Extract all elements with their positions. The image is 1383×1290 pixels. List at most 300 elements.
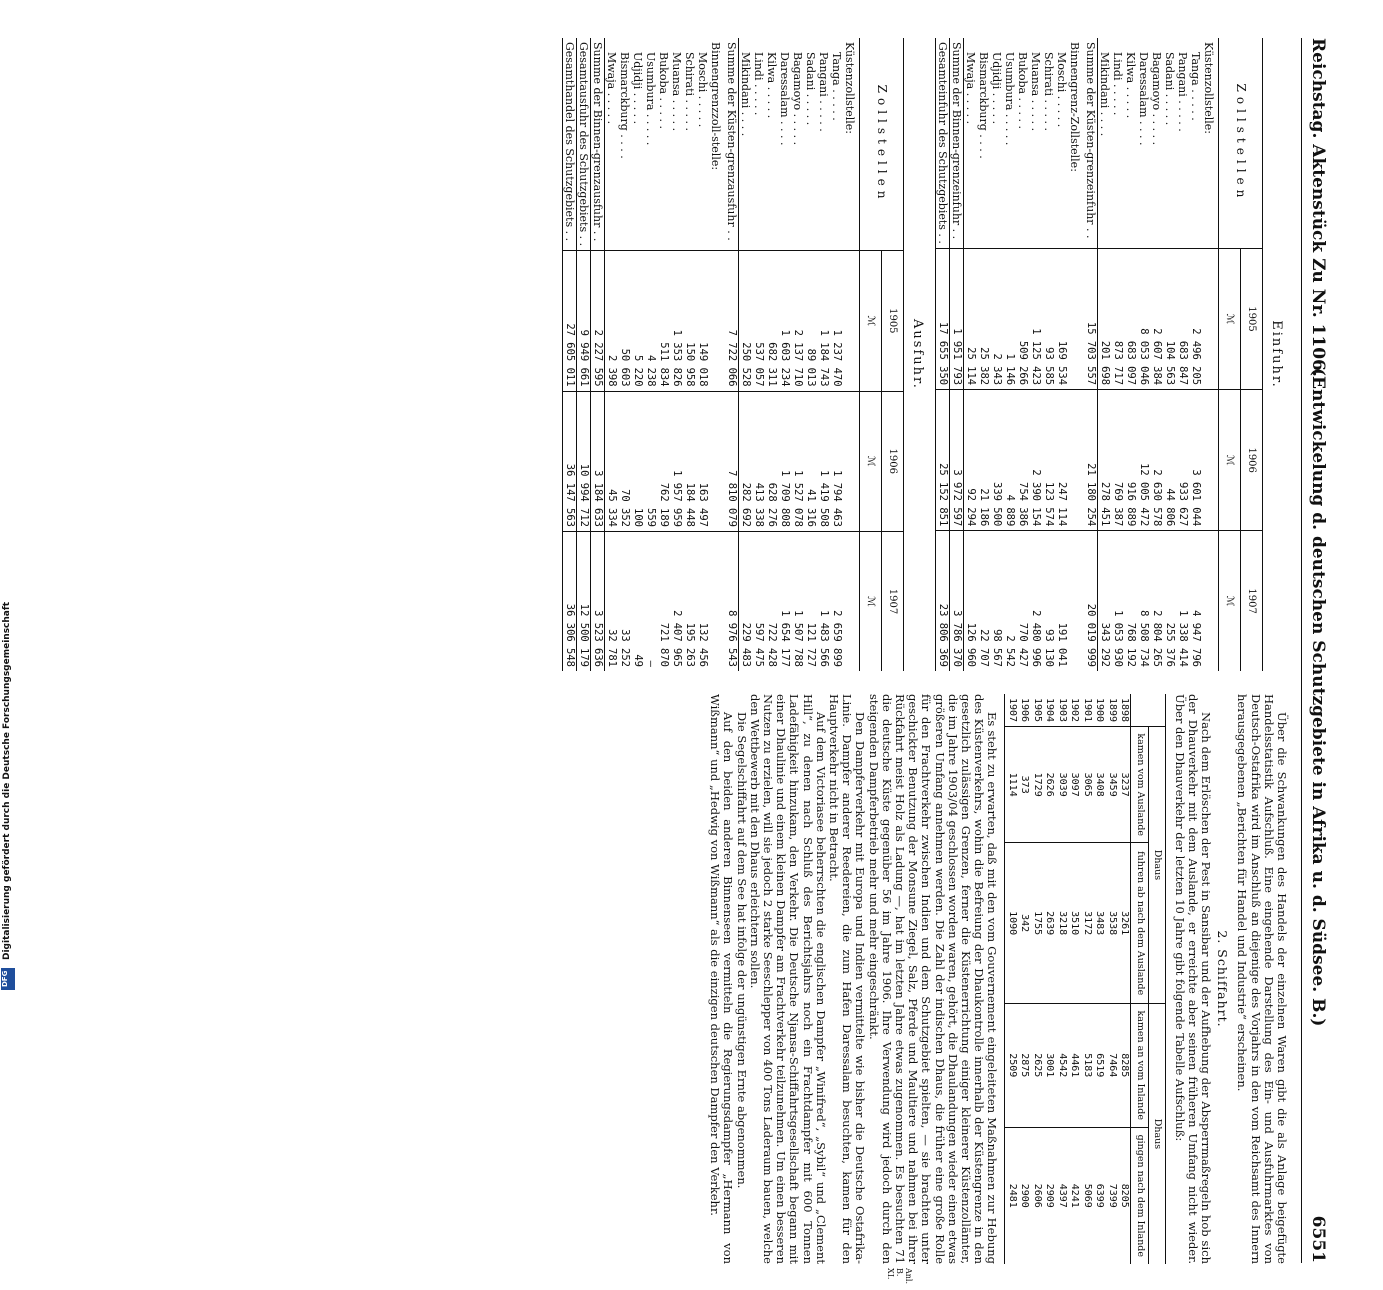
ausfuhr-value-1906: 70 352 bbox=[618, 391, 631, 531]
ausfuhr-value-1907: 2 407 965 bbox=[671, 610, 683, 667]
einfuhr-value-1907: 1 338 414 bbox=[1177, 610, 1189, 667]
einfuhr-rows bbox=[936, 38, 1219, 671]
dhau-year: 1901 bbox=[1080, 694, 1093, 726]
ausfuhr-value-1906: 1 419 508 bbox=[817, 391, 830, 531]
ausfuhr-row-label: Muansa . . . . . bbox=[670, 38, 683, 251]
ausfuhr-value-1907: 132 456 bbox=[697, 622, 709, 667]
ausfuhr-value-1906 bbox=[843, 391, 860, 531]
einfuhr-row-label: Schirati . . . . . bbox=[1042, 38, 1055, 248]
dhau-value: 4542 bbox=[1055, 1003, 1068, 1127]
einfuhr-value-1907: 2 480 996 bbox=[1030, 610, 1042, 667]
paragraph: Über die Schwankungen des Handels der einzelnen Waren gibt die als Anlage beigefügte Handelsstatistik Aufschluß. Eine eingehende Darstellung des Ein- und Ausfuhrmarktes von Deutsch-Ostafrika wird im Anschluß an diejenige des Vorjahrs in den vom Reichsamt des Innern herausgegebenen „Berichten für Handel und Industrie“ erscheinen. bbox=[1235, 694, 1289, 1264]
dhau-row bbox=[1118, 694, 1131, 1264]
einfuhr-value-1906: 12 005 472 bbox=[1137, 390, 1150, 531]
ausfuhr-value-1905: 1 603 234 bbox=[778, 251, 791, 391]
ausfuhr-value-1905: 1 353 826 bbox=[670, 251, 683, 391]
dhau-value: 3237 bbox=[1118, 726, 1131, 842]
dhau-row bbox=[1068, 694, 1081, 1264]
ausfuhr-value-1907: 195 263 bbox=[684, 622, 696, 667]
ausfuhr-row bbox=[843, 38, 860, 671]
einfuhr-value-1907: 1 053 930 bbox=[1112, 610, 1124, 667]
einfuhr-row bbox=[1150, 38, 1163, 671]
ausfuhr-value-1905: 250 528 bbox=[739, 251, 753, 391]
einfuhr-value-1906: 4 889 bbox=[1003, 390, 1016, 531]
ausfuhr-row-label: Pangani . . . . . bbox=[817, 38, 830, 251]
einfuhr-row bbox=[977, 38, 990, 671]
ausfuhr-value-1906: 100 bbox=[631, 391, 644, 531]
einfuhr-row-label: Gesamteinfuhr des Schutzgebiets . . bbox=[936, 38, 950, 248]
einfuhr-row-label: Binnengrenz-Zollstelle: bbox=[1068, 38, 1084, 248]
ausfuhr-row bbox=[804, 38, 817, 671]
section-heading: 2. Schiffahrt. bbox=[1215, 930, 1231, 1028]
einfuhr-row bbox=[1189, 38, 1202, 671]
einfuhr-value-1906: 44 806 bbox=[1163, 390, 1176, 531]
dhau-value: 7464 bbox=[1105, 1003, 1118, 1127]
ausfuhr-value-1905: 4 238 bbox=[644, 251, 657, 391]
einfuhr-row bbox=[1098, 38, 1112, 671]
einfuhr-value-1906: 278 451 bbox=[1098, 390, 1112, 531]
ausfuhr-value-1906: 762 189 bbox=[657, 391, 670, 531]
ausfuhr-value-1907: 1 654 177 bbox=[779, 610, 791, 667]
ausfuhr-value-1907: 229 483 bbox=[740, 622, 752, 667]
dhau-value: 4461 bbox=[1068, 1003, 1081, 1127]
header-center: (Entwickelung d. deutschen Schutzgebiete in Afrika u. d. Südsee. B.) bbox=[1308, 368, 1328, 1027]
dhau-year: 1899 bbox=[1105, 694, 1118, 726]
einfuhr-value-1907: 20 019 999 bbox=[1084, 531, 1098, 671]
ausfuhr-value-1907: 1 507 788 bbox=[792, 610, 804, 667]
dhau-row bbox=[1018, 694, 1031, 1264]
einfuhr-value-1906: 339 500 bbox=[990, 390, 1003, 531]
ausfuhr-value-1906: 1 709 808 bbox=[778, 391, 791, 531]
ausfuhr-value-1905: 7 722 066 bbox=[725, 251, 739, 391]
ausfuhr-row-label: Bukoba . . . . . bbox=[657, 38, 670, 251]
page-number: 6551 bbox=[1308, 1215, 1328, 1263]
dhau-value: 3510 bbox=[1068, 843, 1081, 1003]
page-header bbox=[1301, 38, 1328, 1263]
einfuhr-row bbox=[1111, 38, 1124, 671]
einfuhr-table bbox=[935, 38, 1263, 671]
einfuhr-row-label: Bagamoyo . . . . . bbox=[1150, 38, 1163, 248]
einfuhr-value-1906: 92 294 bbox=[964, 390, 978, 531]
digitization-credit: Digitalisierung gefördert durch die Deutsche Forschungsgemeinschaft bbox=[2, 601, 12, 960]
einfuhr-year-2: 1907 bbox=[1241, 531, 1263, 671]
einfuhr-row bbox=[1029, 38, 1042, 671]
einfuhr-value-1905: 25 114 bbox=[964, 248, 978, 389]
ausfuhr-row bbox=[739, 38, 753, 671]
ausfuhr-value-1906: 36 147 563 bbox=[563, 391, 577, 531]
ausfuhr-row-label: Küstenzollstelle: bbox=[843, 38, 860, 251]
einfuhr-row bbox=[1124, 38, 1137, 671]
einfuhr-row-label: Daressalam . . . . bbox=[1137, 38, 1150, 248]
dhau-table bbox=[1004, 694, 1166, 1264]
dhau-year-head bbox=[1131, 694, 1166, 726]
ausfuhr-value-1905: 1 237 470 bbox=[830, 251, 843, 391]
ausfuhr-row bbox=[725, 38, 739, 671]
ausfuhr-value-1906: 282 692 bbox=[739, 391, 753, 531]
einfuhr-value-1905 bbox=[1202, 248, 1219, 389]
ausfuhr-value-1907: 36 306 548 bbox=[563, 532, 577, 672]
ausfuhr-row-label: Gesamthandel des Schutzgebiets . . bbox=[563, 38, 577, 251]
ausfuhr-value-1905: 149 018 bbox=[696, 251, 709, 391]
ausfuhr-value-1905: 1 184 743 bbox=[817, 251, 830, 391]
ausfuhr-row-label: Summe der Küsten-grenzausfuhr . . bbox=[725, 38, 739, 251]
einfuhr-value-1907: 126 960 bbox=[965, 622, 977, 667]
dhau-year: 1900 bbox=[1093, 694, 1106, 726]
einfuhr-value-1907: 768 192 bbox=[1125, 622, 1137, 667]
dhau-row bbox=[1080, 694, 1093, 1264]
dhau-value: 7399 bbox=[1105, 1127, 1118, 1264]
einfuhr-value-1905: 201 698 bbox=[1098, 248, 1112, 389]
ausfuhr-value-1906: 163 497 bbox=[696, 391, 709, 531]
ausfuhr-row-label: Lindi . . . . . bbox=[752, 38, 765, 251]
einfuhr-value-1907: 4 947 796 bbox=[1190, 610, 1202, 667]
einfuhr-value-1906 bbox=[1202, 390, 1219, 531]
einfuhr-row-label: Moschi . . . . . bbox=[1055, 38, 1068, 248]
einfuhr-value-1906 bbox=[1068, 390, 1084, 531]
einfuhr-row-label: Sadani . . . . . bbox=[1163, 38, 1176, 248]
ausfuhr-value-1906: 41 316 bbox=[804, 391, 817, 531]
ausfuhr-row-label: Tanga . . . . . bbox=[830, 38, 843, 251]
einfuhr-row-label: Udjidji . . . . . bbox=[990, 38, 1003, 248]
ausfuhr-row bbox=[752, 38, 765, 671]
header-left: Reichstag. Aktenstück Zu Nr. 1106. bbox=[1308, 38, 1328, 377]
einfuhr-value-1905 bbox=[1068, 248, 1084, 389]
dhau-value: 2606 bbox=[1030, 1127, 1043, 1264]
ausfuhr-year-2: 1907 bbox=[882, 532, 904, 672]
ausfuhr-value-1907: 2 659 899 bbox=[831, 610, 843, 667]
ausfuhr-value-1905 bbox=[843, 251, 860, 391]
dhau-year: 1902 bbox=[1068, 694, 1081, 726]
ausfuhr-row-label: Moschi . . . . . bbox=[696, 38, 709, 251]
ausfuhr-row-label: Binnengrenzzoll-stelle: bbox=[709, 38, 725, 251]
dhau-value: 5069 bbox=[1080, 1127, 1093, 1264]
einfuhr-value-1906: 916 889 bbox=[1124, 390, 1137, 531]
einfuhr-value-1905: 873 717 bbox=[1111, 248, 1124, 389]
einfuhr-value-1905: 8 053 046 bbox=[1137, 248, 1150, 389]
dfg-logo: DFG bbox=[1, 968, 15, 990]
ausfuhr-value-1905: 5 220 bbox=[631, 251, 644, 391]
einfuhr-value-1907 bbox=[1202, 531, 1219, 671]
einfuhr-row bbox=[1003, 38, 1016, 671]
ausfuhr-value-1905: 50 603 bbox=[618, 251, 631, 391]
ausfuhr-value-1905: 9 949 661 bbox=[577, 251, 591, 391]
paragraph: Nach dem Erlöschen der Pest in Sansibar und der Aufhebung der Absperrmaßregeln hob sich der Dhauverkehr mit dem Auslande, er erreichte aber seinen früheren Umfang nicht wieder. Über den Dhauverkehr der letzten 10 Jahre gibt folgende Tabelle Aufschluß: bbox=[1172, 694, 1213, 1264]
einfuhr-row bbox=[1016, 38, 1029, 671]
dhau-year: 1907 bbox=[1005, 694, 1018, 726]
dhau-year: 1903 bbox=[1055, 694, 1068, 726]
ausfuhr-row-label: Summe der Binnen-grenzausfuhr . . bbox=[591, 38, 605, 251]
einfuhr-value-1905: 509 266 bbox=[1016, 248, 1029, 389]
ausfuhr-row-label: Bagamoyo . . . . . bbox=[791, 38, 804, 251]
ausfuhr-row bbox=[817, 38, 830, 671]
ausfuhr-value-1907: 721 870 bbox=[658, 622, 670, 667]
ausfuhr-row-label: Mikindani . . . . bbox=[739, 38, 753, 251]
dhau-value: 3408 bbox=[1093, 726, 1106, 842]
einfuhr-row bbox=[950, 38, 964, 671]
einfuhr-value-1906: 754 386 bbox=[1016, 390, 1029, 531]
einfuhr-value-1907: 255 376 bbox=[1164, 622, 1176, 667]
dhau-year: 1905 bbox=[1030, 694, 1043, 726]
ausfuhr-row bbox=[765, 38, 778, 671]
ausfuhr-row bbox=[830, 38, 843, 671]
ausfuhr-value-1905: 27 605 011 bbox=[563, 251, 577, 391]
einfuhr-value-1906: 247 114 bbox=[1055, 390, 1068, 531]
einfuhr-value-1906: 21 186 bbox=[977, 390, 990, 531]
ausfuhr-row bbox=[791, 38, 804, 671]
ausfuhr-value-1907: 33 252 bbox=[619, 629, 631, 667]
einfuhr-row-label: Pangani . . . . . bbox=[1176, 38, 1189, 248]
einfuhr-value-1906: 25 152 851 bbox=[936, 390, 950, 531]
dhau-col-head: gingen nach dem Inlande bbox=[1131, 1127, 1149, 1264]
ausfuhr-value-1906: 628 276 bbox=[765, 391, 778, 531]
dhau-value: 3097 bbox=[1068, 726, 1081, 842]
ausfuhr-year-1: 1906 bbox=[882, 391, 904, 531]
dhau-value: 3172 bbox=[1080, 843, 1093, 1003]
dhau-year: 1906 bbox=[1018, 694, 1031, 726]
einfuhr-value-1905: 2 496 205 bbox=[1189, 248, 1202, 389]
dhau-value: 8205 bbox=[1118, 1127, 1131, 1264]
ausfuhr-table bbox=[562, 38, 904, 671]
ausfuhr-rows bbox=[563, 38, 860, 671]
einfuhr-row-label: Bukoba . . . . . bbox=[1016, 38, 1029, 248]
ausfuhr-value-1907: 722 428 bbox=[766, 622, 778, 667]
ausfuhr-value-1907: — bbox=[645, 660, 657, 667]
einfuhr-year-0: 1905 bbox=[1241, 248, 1263, 389]
ausfuhr-row bbox=[563, 38, 577, 671]
einfuhr-value-1905: 93 585 bbox=[1042, 248, 1055, 389]
dhau-value: 3218 bbox=[1055, 843, 1068, 1003]
einfuhr-value-1907: 23 806 369 bbox=[936, 531, 950, 671]
ausfuhr-value-1907 bbox=[843, 532, 860, 672]
dhau-value: 8285 bbox=[1118, 1003, 1131, 1127]
einfuhr-row-label: Kilwa . . . . . bbox=[1124, 38, 1137, 248]
einfuhr-value-1906: 21 180 254 bbox=[1084, 390, 1098, 531]
ausfuhr-value-1907: 1 483 566 bbox=[818, 610, 830, 667]
einfuhr-row-label: Küstenzollstelle: bbox=[1202, 38, 1219, 248]
einfuhr-row-label: Lindi . . . . . bbox=[1111, 38, 1124, 248]
einfuhr-unit: ℳ bbox=[1219, 390, 1241, 531]
einfuhr-row-label: Bismarckburg . . . . bbox=[977, 38, 990, 248]
ausfuhr-row bbox=[657, 38, 670, 671]
dhau-value: 2639 bbox=[1043, 843, 1056, 1003]
paragraph: Den Dampferverkehr mit Europa und Indien vermittelte wie bisher die Deutsche Ostafrika-Linie. Dampfer anderer Reedereien, die zum Hafen Daressalam besuchten, kamen für den Hauptverkehr nicht in Betracht. bbox=[826, 694, 868, 1264]
einfuhr-value-1905: 169 534 bbox=[1055, 248, 1068, 389]
paragraph: Auf dem Victoriasee beherrschten die englischen Dampfer „Winifred“, „Sybil“ und „Clement Hill“, zu denen nach Schluß des Berichtsjahrs noch ein Frachtdampfer mit 600 Tonnen Ladefähigkeit hinzukam, den Verkehr. Die Deutsche Njansa-Schiffahrtsgesellschaft begann mit einer Dhaulinie und einem kleinen Dampfer am Frachtverkehr teilzunehmen. Um einen besseren Nutzen zu erzielen, will sie jedoch 2 starke Seeschlepper von 400 Tons Laderaum bauen, welche den Wettbewerb mit den Dhaus erleichtern sollen. bbox=[747, 694, 828, 1264]
ausfuhr-row-label: Mwaja . . . . . bbox=[605, 38, 619, 251]
dhau-value: 3001 bbox=[1043, 1003, 1056, 1127]
dhau-value: 2625 bbox=[1030, 1003, 1043, 1127]
ausfuhr-value-1906: 7 810 079 bbox=[725, 391, 739, 531]
einfuhr-row bbox=[1042, 38, 1055, 671]
einfuhr-unit: ℳ bbox=[1219, 531, 1241, 671]
einfuhr-row bbox=[1068, 38, 1084, 671]
einfuhr-value-1906: 3 972 597 bbox=[950, 390, 964, 531]
einfuhr-title: Einfuhr. bbox=[1269, 320, 1284, 389]
ausfuhr-year-0: 1905 bbox=[882, 251, 904, 391]
ausfuhr-row-label: Usumbura . . . . . bbox=[644, 38, 657, 251]
einfuhr-value-1907: 93 130 bbox=[1043, 629, 1055, 667]
dhau-row bbox=[1055, 694, 1068, 1264]
einfuhr-row-label: Summe der Küsten-grenzeinfuhr . . bbox=[1084, 38, 1098, 248]
dhau-year: 1898 bbox=[1118, 694, 1131, 726]
paragraph: Es steht zu erwarten, daß mit den vom Gouvernement eingeleiteten Maßnahmen zur Hebung des Küstenverkehrs, wohin die Befreiung der Dhaukontrolle innerhalb der Küstengrenze in den gesetzlich zulässigen Grenzen, ferner die Küstenerrichtung einiger kleinerer Küstenzollämter, die im Jahre 1903/04 geschlossen worden waren, gehört, die Dhaulandungen wieder einen etwas größeren Umfang annehmen werden. Die Zahl der indischen Dhaus, die früher eine große Rolle für den Frachtverkehr zwischen Indien und dem Schutzgebiet spielten, — sie brachten unter geschickter Benutzung der Monsune Ziegel, Salz, Pferde und Maultiere und nahmen bei ihrer Rückfahrt meist Holz als Ladung —, hat im letzten Jahre etwas zugenommen. Es besuchten 71 die deutsche Küste gegenüber 56 im Jahre 1906. Ihre Verwendung wird jedoch durch den steigenden Dampferbetrieb mehr und mehr eingeschränkt. bbox=[866, 694, 1000, 1264]
ausfuhr-unit: ℳ bbox=[860, 391, 882, 531]
dhau-value: 3483 bbox=[1093, 843, 1106, 1003]
ausfuhr-unit: ℳ bbox=[860, 251, 882, 391]
einfuhr-value-1905: 1 146 bbox=[1003, 248, 1016, 389]
dhau-year: 1904 bbox=[1043, 694, 1056, 726]
ausfuhr-value-1906: 184 448 bbox=[683, 391, 696, 531]
ausfuhr-value-1907: 12 500 179 bbox=[577, 532, 591, 672]
dhau-value: 1114 bbox=[1005, 726, 1018, 842]
einfuhr-value-1905: 104 563 bbox=[1163, 248, 1176, 389]
einfuhr-row-label: Usumbura . . . . . bbox=[1003, 38, 1016, 248]
einfuhr-row bbox=[1055, 38, 1068, 671]
dhau-value: 3039 bbox=[1055, 726, 1068, 842]
ausfuhr-row bbox=[605, 38, 619, 671]
dhau-row bbox=[1030, 694, 1043, 1264]
dhau-value: 2509 bbox=[1005, 1003, 1018, 1127]
ausfuhr-value-1907: 597 475 bbox=[753, 622, 765, 667]
einfuhr-unit: ℳ bbox=[1219, 248, 1241, 389]
einfuhr-row-label: Tanga . . . . . bbox=[1189, 38, 1202, 248]
ausfuhr-value-1907: 32 781 bbox=[606, 629, 618, 667]
ausfuhr-row-label: Daressalam . . . . bbox=[778, 38, 791, 251]
einfuhr-value-1905: 683 097 bbox=[1124, 248, 1137, 389]
dhau-row bbox=[1093, 694, 1106, 1264]
dhau-col-head: fuhren ab nach dem Auslande bbox=[1131, 843, 1149, 1003]
ausfuhr-value-1907: 49 bbox=[632, 654, 644, 667]
ausfuhr-row-label: Kilwa . . . . . bbox=[765, 38, 778, 251]
dhau-row bbox=[1043, 694, 1056, 1264]
dhau-value: 1755 bbox=[1030, 843, 1043, 1003]
einfuhr-row-label: Mikindani . . . . bbox=[1098, 38, 1112, 248]
ausfuhr-row bbox=[778, 38, 791, 671]
einfuhr-value-1907: 343 292 bbox=[1099, 622, 1111, 667]
ausfuhr-row-label: Schirati . . . . . bbox=[683, 38, 696, 251]
einfuhr-value-1907: 2 542 bbox=[1004, 635, 1016, 667]
ausfuhr-row bbox=[591, 38, 605, 671]
einfuhr-row bbox=[1202, 38, 1219, 671]
einfuhr-row bbox=[1176, 38, 1189, 671]
dhau-value: 3459 bbox=[1105, 726, 1118, 842]
dhau-value: 1090 bbox=[1005, 843, 1018, 1003]
einfuhr-value-1906: 769 387 bbox=[1111, 390, 1124, 531]
ausfuhr-row bbox=[670, 38, 683, 671]
einfuhr-col-head: Zollstellen bbox=[1219, 38, 1263, 248]
ausfuhr-row-label: Bismarckburg . . . . bbox=[618, 38, 631, 251]
dhau-value: 6399 bbox=[1093, 1127, 1106, 1264]
ausfuhr-value-1905: 89 013 bbox=[804, 251, 817, 391]
ausfuhr-value-1905: 2 137 710 bbox=[791, 251, 804, 391]
dhau-value: 5183 bbox=[1080, 1003, 1093, 1127]
einfuhr-value-1907 bbox=[1068, 531, 1084, 671]
ausfuhr-value-1906: 10 994 712 bbox=[577, 391, 591, 531]
dhau-row bbox=[1105, 694, 1118, 1264]
ausfuhr-row bbox=[683, 38, 696, 671]
ausfuhr-unit: ℳ bbox=[860, 532, 882, 672]
einfuhr-year-1: 1906 bbox=[1241, 390, 1263, 531]
ausfuhr-value-1906: 1 527 078 bbox=[791, 391, 804, 531]
einfuhr-row bbox=[1163, 38, 1176, 671]
ausfuhr-value-1905: 682 311 bbox=[765, 251, 778, 391]
einfuhr-value-1905: 15 703 557 bbox=[1084, 248, 1098, 389]
ausfuhr-value-1906: 559 bbox=[644, 391, 657, 531]
ausfuhr-value-1905: 150 958 bbox=[683, 251, 696, 391]
einfuhr-value-1906: 123 574 bbox=[1042, 390, 1055, 531]
ausfuhr-value-1906 bbox=[709, 391, 725, 531]
paragraph: Auf den beiden anderen Binnenseen vermitteln die Regierungsdampfer „Hermann von Wißmann“ und „Hedwig von Wißmann“ als die einzigen deutschen Dampfer den Verkehr. bbox=[708, 694, 736, 1264]
einfuhr-value-1905: 2 607 384 bbox=[1150, 248, 1163, 389]
ausfuhr-value-1906: 1 794 463 bbox=[830, 391, 843, 531]
dhau-value: 342 bbox=[1018, 843, 1031, 1003]
ausfuhr-row bbox=[696, 38, 709, 671]
einfuhr-value-1907: 8 508 734 bbox=[1138, 610, 1150, 667]
einfuhr-value-1905: 2 343 bbox=[990, 248, 1003, 389]
einfuhr-value-1906: 3 601 044 bbox=[1189, 390, 1202, 531]
ausfuhr-value-1906: 1 957 959 bbox=[670, 391, 683, 531]
einfuhr-row bbox=[1137, 38, 1150, 671]
dhau-group-1: Dhaus bbox=[1148, 726, 1166, 1003]
ausfuhr-value-1907: 8 976 543 bbox=[725, 532, 739, 672]
ausfuhr-row-label: Sadani . . . . . bbox=[804, 38, 817, 251]
ausfuhr-row bbox=[631, 38, 644, 671]
text-column bbox=[708, 694, 1288, 1264]
ausfuhr-value-1905: 537 057 bbox=[752, 251, 765, 391]
einfuhr-value-1907: 98 567 bbox=[991, 629, 1003, 667]
einfuhr-value-1907: 2 804 265 bbox=[1151, 610, 1163, 667]
dhau-col-head: kamen vom Auslande bbox=[1131, 726, 1149, 842]
einfuhr-value-1905: 1 125 423 bbox=[1029, 248, 1042, 389]
ausfuhr-row bbox=[644, 38, 657, 671]
dhau-row bbox=[1005, 694, 1018, 1264]
ausfuhr-value-1906: 45 334 bbox=[605, 391, 619, 531]
einfuhr-row bbox=[1084, 38, 1098, 671]
dhau-value: 3261 bbox=[1118, 843, 1131, 1003]
dhau-value: 4241 bbox=[1068, 1127, 1081, 1264]
margin-note: Anl. B. XI. bbox=[886, 1268, 913, 1285]
einfuhr-value-1907: 770 427 bbox=[1017, 622, 1029, 667]
dhau-value: 4397 bbox=[1055, 1127, 1068, 1264]
einfuhr-row-label: Summe der Binnen-grenzeinfuhr . . bbox=[950, 38, 964, 248]
ausfuhr-row bbox=[618, 38, 631, 671]
ausfuhr-value-1907 bbox=[709, 532, 725, 672]
dhau-value: 3538 bbox=[1105, 843, 1118, 1003]
einfuhr-value-1905: 17 655 350 bbox=[936, 248, 950, 389]
ausfuhr-title: Ausfuhr. bbox=[910, 319, 925, 390]
dhau-value: 2909 bbox=[1043, 1127, 1056, 1264]
ausfuhr-row bbox=[577, 38, 591, 671]
dhau-value: 2626 bbox=[1043, 726, 1056, 842]
einfuhr-value-1905: 683 847 bbox=[1176, 248, 1189, 389]
paragraph: Die Segelschiffahrt auf dem See hat infolge der ungünstigen Ernte abgenommen. bbox=[734, 712, 749, 1189]
ausfuhr-value-1907: 121 727 bbox=[805, 622, 817, 667]
dhau-value: 3065 bbox=[1080, 726, 1093, 842]
einfuhr-value-1906: 933 627 bbox=[1176, 390, 1189, 531]
ausfuhr-value-1905: 511 834 bbox=[657, 251, 670, 391]
ausfuhr-value-1906: 3 184 633 bbox=[591, 391, 605, 531]
dhau-group-2: Dhaus bbox=[1148, 1003, 1166, 1264]
ausfuhr-row bbox=[709, 38, 725, 671]
einfuhr-row-label: Muansa . . . . . bbox=[1029, 38, 1042, 248]
einfuhr-row bbox=[964, 38, 978, 671]
einfuhr-value-1907: 3 786 370 bbox=[950, 531, 964, 671]
trade-tables bbox=[562, 38, 1288, 671]
ausfuhr-value-1905: 2 227 595 bbox=[591, 251, 605, 391]
einfuhr-value-1905: 25 382 bbox=[977, 248, 990, 389]
dhau-value: 6519 bbox=[1093, 1003, 1106, 1127]
einfuhr-value-1907: 191 041 bbox=[1056, 622, 1068, 667]
